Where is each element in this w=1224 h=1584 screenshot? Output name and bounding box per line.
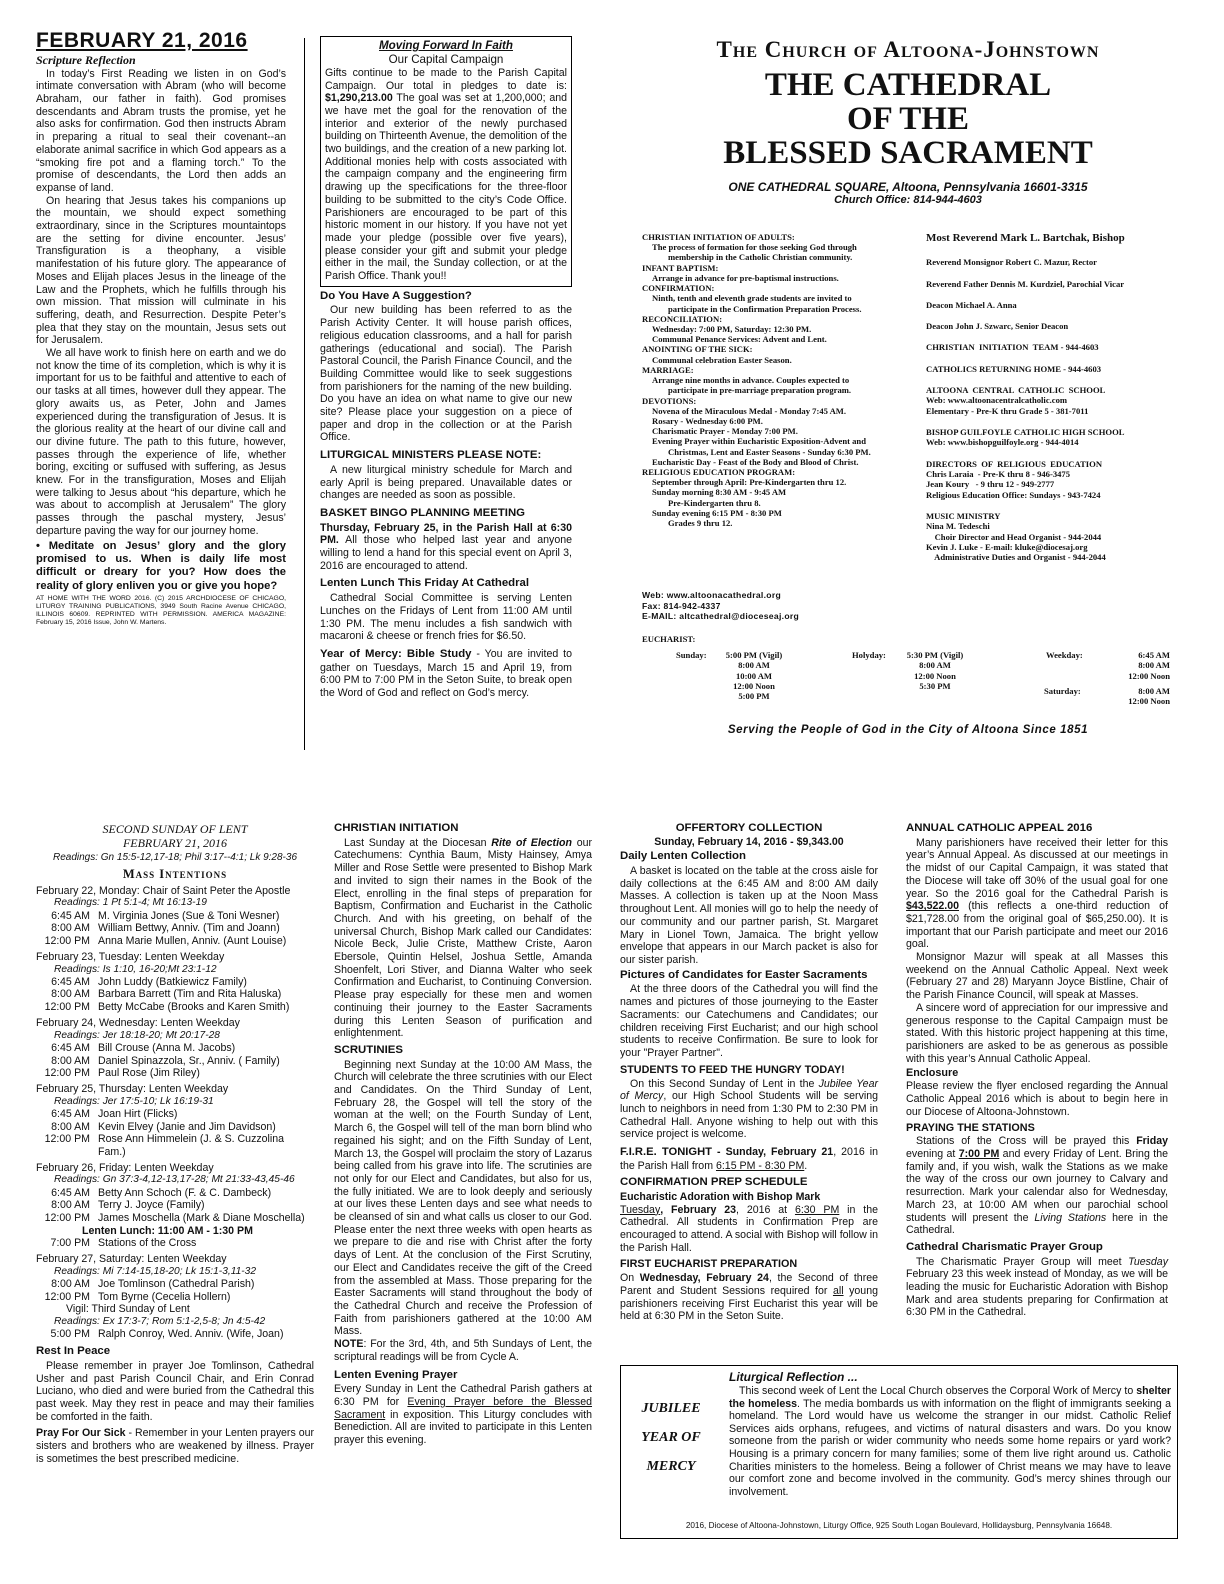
intention-name: Tom Byrne (Cecelia Hollern) [98,1290,231,1303]
stations-title: PRAYING THE STATIONS [906,1122,1035,1135]
liturgical-title: Liturgical Reflection ... [729,1370,858,1384]
directory-line: ALTOONA CENTRAL CATHOLIC SCHOOL [926,385,1106,396]
intention-readings: Readings: Gn 37:3-4,12-13,17-28; Mt 21:33-43,45-46 [54,1174,295,1186]
intention-name: Betty McCabe (Brooks and Karen Smith) [98,1001,290,1014]
mass-time: 12:00 Noon [1128,670,1170,681]
ci-text: Last Sunday at the Diocesan Rite of Election our Catechumens: Cynthia Baum, Misty Hainsey, Amya Miller and Rose Settle were presented to Bishop Mark and invited to sign their names in the Book of the Elect, enrolling in the final steps of preparation for Baptism, Confirmation and Eucharist in the Catholic Church. And with his greeting, on behalf of the universal Church, Bishop Mark called our Candidates: Nicole Beck, Julie Criste, Matthew Criste, Aaron Ebersole, Quintin Helsel, Joshua Settle, Amanda Shoenfelt, Lori Stiver, and Dianna Walter who seek Confirmation and Eucharist, to Continuing Conversion. Please pray especially for these men and women continuing their journey to the Easter Sacraments during this Lenten Season of purification and enlightenment. [334,836,593,1040]
directory-block [926,257,1216,267]
intention-row [36,1199,314,1212]
mass-time: 5:30 PM [919,680,951,691]
mass-time: 8:00 AM [1138,660,1170,671]
masthead [608,36,1208,207]
intention-time: 6:45 AM [51,1107,90,1120]
directory-line: Web: www.altoonacentralcatholic.com [926,395,1068,406]
ministers-title: LITURGICAL MINISTERS PLEASE NOTE: [320,449,542,462]
lent-readings: Readings: Gn 15:5-12,17-18; Phil 3:17--4:1; Lk 9:28-36 [52,851,298,863]
mass-intentions-title: Mass Intentions [122,866,228,881]
intention-time: 6:45 AM [51,1041,90,1054]
directory-block [926,300,1216,310]
lent-date: FEBRUARY 21, 2016 [122,836,228,851]
intention-time: 12:00 PM [44,1290,90,1303]
directory-line: The process of formation for those seeking God through [652,242,857,253]
scrutinies-text: Beginning next Sunday at the 10:00 AM Mass, the Church will celebrate the three scrutinies with our Elect and Candidates. On the Third Sunday of Lent, February 28, the Gospel will tell the story of the woman at the well; on the Fourth Sunday of Lent, March 6, the Gospel will tell of the man born blind who regained his sight; and on the Fifth Sunday of Lent, March 13, the Gospel will proclaim the story of Lazarus being called from his grave into life. The scrutinies are not only for our Elect and Candidates, but also for us, the fully initiated. We are to look deeply and seriously at our lives these Lenten days and see what needs to be cleansed of sin and what calls us closer to our God. Please enter the next three weeks with open hearts as we prepare to die and rise with Christ after the forty days of Lent. At the conclusion of the First Scrutiny, our Elect and Candidates receive the gift of the Creed from the assembled at Mass. Those preparing for the Easter Sacraments will stand throughout the body of the Cathedral Church and receive the Profession of Faith from parishioners gathered at the 10:00 AM Mass. [334,1058,592,1338]
directory-heading: CONFIRMATION: [642,283,715,294]
intention-name: Rose Ann Himmelein (J. & S. Cuzzolina Fam.) [98,1133,285,1158]
mass-time: 10:00 AM [735,670,773,681]
intention-day-title: February 22, Monday: Chair of Saint Peter the Apostle [36,884,291,897]
intention-time: 8:00 AM [51,988,90,1001]
scripture-column [36,28,286,627]
intention-row [36,1055,314,1068]
directory-line: Christmas, Lent and Easter Seasons - Sunday 6:30 PM. [668,446,871,457]
notices-column [320,36,572,700]
intention-name: Betty Ann Schoch (F. & C. Dambeck) [98,1186,272,1199]
intention-name: Kevin Elvey (Janie and Jim Davidson) [98,1120,276,1133]
intention-time: 12:00 PM [44,1067,90,1080]
directory-line: Arrange in advance for pre-baptismal instructions. [652,272,839,283]
appeal-title: ANNUAL CATHOLIC APPEAL 2016 [906,822,1093,834]
intention-name: Joe Tomlinson (Cathedral Parish) [98,1278,255,1291]
intention-name: William Bettwy, Anniv. (Tim and Joann) [98,922,280,935]
appeal-paragraph-3: A sincere word of appreciation for our impressive and generous response to the Capital Campaign must be stated. With this historic project happening at this time, parishioners are asked to be as generous as possible with this year’s Annual Catholic Appeal. [906,1001,1168,1065]
directory-line: Eucharistic Day - Feast of the Body and Blood of Christ. [652,456,859,467]
directory-line: Choir Director and Head Organist - 944-2044 [926,531,1102,542]
lent-title: SECOND SUNDAY OF LENT [102,822,248,836]
directory-line: Evening Prayer within Eucharistic Exposition-Advent and [652,436,866,447]
saturday-times [1094,686,1170,707]
directory-line: CHRISTIAN INITIATION TEAM - 944-4603 [926,342,1099,353]
intention-time: 8:00 AM [51,1120,90,1133]
directory-line: Sunday morning 8:30 AM - 9:45 AM [652,487,787,498]
intention-readings: Readings: 1 Pt 5:1-4; Mt 16:13-19 [54,897,207,909]
intention-row [36,910,314,923]
confirmation-subtitle: Eucharistic Adoration with Bishop Mark [620,1190,821,1203]
intention-day [36,1162,314,1250]
directory-line: Reverend Monsignor Robert C. Mazur, Rector [926,257,1097,268]
enclosure-title: Enclosure [906,1067,959,1080]
scripture-credit: AT HOME WITH THE WORD 2016. (C) 2015 ARCHDIOCESE OF CHICAGO, LITURGY TRAINING PUBLICATIONS, 3949 South Racine Avenue CHICAGO, ILLINOIS 60609. REPRINTED WITH PERMISSION. AMERICA MAGAZINE: February 15, 2016 Issue, John W. Martens. [36,595,286,626]
intention-row [36,1237,314,1250]
directory-line: BISHOP GUILFOYLE CATHOLIC HIGH SCHOOL [926,427,1125,437]
directory-line: Wednesday: 7:00 PM, Saturday: 12:30 PM. [652,323,812,334]
ci-title: CHRISTIAN INITIATION [334,822,459,834]
directory-line: Arrange nine months in advance. Couples expected to [652,375,850,386]
intention-time: 6:45 AM [51,1186,90,1199]
intention-row [36,1001,314,1014]
sunday-times [714,650,794,702]
evening-prayer-text: Every Sunday in Lent the Cathedral Parish gathers at 6:30 PM for Evening Prayer before the Blessed Sacrament in exposition. This Liturgy concludes with Benediction. All are invited to participate in this Lenten prayer this evening. [334,1383,593,1446]
intention-time: 6:45 AM [51,975,90,988]
directory-heading: ANOINTING OF THE SICK: [642,344,753,355]
address: ONE CATHEDRAL SQUARE, Altoona, Pennsylvania 16601-3315 [728,179,1088,194]
directory-line: participate in the Confirmation Preparation Process. [668,303,862,314]
charismatic-text: The Charismatic Prayer Group will meet Tuesday February 23 this week instead of Monday, as we will be leading the music for Eucharistic Adoration with Bishop Mark and area students preparing for Confirmation at 6:30 PM in the Cathedral. [906,1255,1168,1319]
intention-name: Terry J. Joyce (Family) [98,1199,205,1212]
liturgical-reflection-box [620,1365,1178,1539]
scrutinies-title: SCRUTINIES [334,1043,403,1056]
intention-row [36,1121,314,1134]
hungry-title: STUDENTS TO FEED THE HUNGRY TODAY! [620,1063,845,1076]
directory-line: Religious Education Office: Sundays - 943-7424 [926,489,1101,500]
suggestion-text: Our new building has been referred to as the Parish Activity Center. It will house parish offices, religious education classrooms, and a hall for parish gatherings (educational and social). The Parish Pastoral Council, the Parish Finance Council, and the Building Committee would like to seek suggestions from parishioners for the naming of the new building. Do you have an idea on what name to give our new site? Please place your suggestion on a piece of paper and drop in the collection or at the Parish Office. [320,304,572,444]
intention-day-title: February 26, Friday: Lenten Weekday [36,1161,214,1174]
directory-line: Rosary - Wednesday 6:00 PM. [652,415,763,426]
fax-number: Fax: 814-942-4337 [642,600,721,611]
directory-heading: INFANT BAPTISM: [642,262,719,273]
office-phone: Church Office: 814-944-4603 [834,193,982,206]
directory-line: CATHOLICS RETURNING HOME - 944-4603 [926,363,1102,374]
rest-title: Rest In Peace [36,1345,111,1358]
directory-line: DIRECTORS OF RELIGIOUS EDUCATION [926,458,1103,469]
directory-line: Nina M. Tedeschi [926,521,990,532]
first-eucharist-title: FIRST EUCHARIST PREPARATION [620,1258,798,1271]
directory-line: Deacon John J. Szwarc, Senior Deacon [926,321,1069,332]
intention-row [36,1108,314,1121]
mass-time: 5:00 PM (Vigil) [725,650,783,660]
intention-time: 8:00 AM [51,1054,90,1067]
intention-row [36,988,314,1001]
directory-line: Reverend Father Dennis M. Kurdziel, Parochial Vicar [926,278,1125,289]
vigil-title: Vigil: Third Sunday of Lent [66,1303,190,1316]
date-heading: FEBRUARY 21, 2016 [36,29,248,52]
intention-row [36,1187,314,1200]
charismatic-title: Cathedral Charismatic Prayer Group [906,1240,1103,1253]
scripture-title: Scripture Reflection [36,53,136,68]
pictures-title: Pictures of Candidates for Easter Sacraments [620,968,868,981]
scripture-paragraph-1: In today’s First Reading we listen in on God’s intimate conversation with Abram (who will become Abraham, our father in faith). God promises descendants and Abram trusts the promise, yet he also asks for confirmation. God then instructs Abram in preparing a ritual to seal their covenant--an elaborate animal sacrifice in which God appears as a “smoking fire pot and a flaming torch.” To the promise of descendants, the Lord then adds an expanse of land. [36,67,286,194]
intention-time: 8:00 AM [51,1199,90,1212]
directory-line: Ninth, tenth and eleventh grade students are invited to [652,293,852,304]
intention-row [36,1278,314,1291]
directory-line: Kevin J. Luke - E-mail: kluke@diocesaj.org [926,541,1088,552]
fire-text: F.I.R.E. TONIGHT - Sunday, February 21, 2016 in the Parish Hall from 6:15 PM - 8:30 PM. [620,1146,878,1172]
confirmation-title: CONFIRMATION PREP SCHEDULE [620,1176,808,1189]
mass-time: 6:45 AM [1138,650,1170,660]
intention-day-title: February 23, Tuesday: Lenten Weekday [36,950,225,963]
contact-info [642,590,912,622]
intention-name: James Moschella (Mark & Diane Moschella) [98,1212,305,1225]
intention-row [36,1042,314,1055]
directory-line: Elementary - Pre-K thru Grade 5 - 381-7011 [926,405,1089,416]
sick-text: Pray For Our Sick - Remember in your Lenten prayers our sisters and brothers who are weakened by illness. Prayer is sometimes the best prescribed medicine. [36,1427,315,1465]
intention-time: 5:00 PM [50,1328,90,1341]
directory-heading: RECONCILIATION: [642,313,723,324]
intention-day [36,1083,314,1159]
mass-time: 8:00 AM [919,660,951,671]
mass-time: 5:00 PM [738,691,770,702]
directory-line: Deacon Michael A. Anna [926,299,1017,310]
saturday-label: Saturday: [1044,686,1081,696]
directory-line: MUSIC MINISTRY [926,510,1001,521]
mass-intentions-list [36,885,314,1341]
intention-time: 8:00 AM [51,1278,90,1291]
intention-day [36,1017,314,1080]
initiation-column [334,822,592,1447]
intention-readings: Readings: Mi 7:14-15,18-20; Lk 15:1-3,11-32 [54,1265,256,1277]
directory-line: Sunday evening 6:15 PM - 8:30 PM [652,507,782,518]
intention-time: 12:00 PM [44,1001,90,1014]
intention-row [36,1067,314,1080]
appeal-paragraph-2: Monsignor Mazur will speak at all Masses this weekend on the Annual Catholic Appeal. Next week (February 27 and 28) Maryann Joyce Bistline, Chair of the Parish Finance Council, will speak at Masses. [906,951,1168,1002]
lenten-lunch-title: Lenten Lunch This Friday At Cathedral [320,577,530,590]
scrutinies-note: NOTE: For the 3rd, 4th, and 5th Sundays of Lent, the scriptural readings will be from Cycle A. [334,1338,592,1363]
appeal-paragraph-1: Many parishioners have received their letter for this year’s Annual Appeal. As discussed at our meetings in the midst of our Capital Campaign, it was stated that the Diocese will take off 30% of the usual goal for one year. So the 2016 goal for the Cathedral Parish is $43,522.00 (this reflects a one-third reduction of $21,728.00 from the original goal of $65,250.00). It is important that our Parish participate and meet our 2016 goal. [906,836,1168,951]
directory-line: Novena of the Miraculous Medal - Monday 7:45 AM. [652,405,847,416]
capital-text: Gifts continue to be made to the Parish Capital Campaign. Our total in pledges to date is: $1,290,213.00 The goal was set at 1,200,000; and we have met the goal for the renovation of the interior and exterior of the newly purchased building on Thirteenth Avenue, the demolition of the two buildings, and the creation of a new parking lot. Additional monies help with costs associated with the campaign company and the engineering firm drawing up the specifications for the three-floor building to be submitted to the city’s Code Office. Parishioners are encouraged to be part of this historic moment in our history. If you have not yet made your pledge (possible over five years), please consider your gift and submit your pledge either in the mail, the Sunday collection, or at the Parish Office. Thank you!! [325,66,567,283]
collections-column [620,822,878,1323]
directory-line: membership in the Catholic Christian community. [668,252,853,263]
capital-subtitle: Our Capital Campaign [388,52,504,66]
weekday-times [1094,650,1170,681]
intention-name: Joan Hirt (Flicks) [98,1107,178,1120]
sunday-label: Sunday: [676,650,707,660]
cathedral-name: THE CATHEDRAL OF THE BLESSED SACRAMENT [723,66,1093,171]
staff-directory [926,232,1216,573]
intention-row [36,922,314,935]
directory-block [926,459,1216,500]
daily-lenten-title: Daily Lenten Collection [620,850,746,863]
scripture-paragraph-2: On hearing that Jesus takes his companions up the mountain, we should expect something extraordinary, since in the Scriptures mountaintops are the setting for divine encounter. Jesus’ Transfiguration is a theophany, a visible manifestation of his future glory. The appearance of Moses and Elijah places Jesus in the lineage of the Law and the Prophets, which he fulfills through his own mission. That mission will culminate in his suffering, death, and Resurrection. Despite Peter’s plea that they stay on the mountain, Jesus sets out for Jerusalem. [36,194,286,347]
directory-line: Communal celebration Easter Season. [652,354,792,365]
directory-block [926,427,1216,448]
weekday-label: Weekday: [1046,650,1083,660]
mass-time: 12:00 Noon [733,680,775,691]
lenten-lunch-note: Lenten Lunch: 11:00 AM - 1:30 PM [82,1224,253,1237]
hungry-text: On this Second Sunday of Lent in the Jubilee Year of Mercy, our High School Students will be serving lunch to neighbors in need from 1:30 PM to 2:30 PM in Cathedral Hall. Anyone wishing to help out with this service project is welcome. [620,1077,878,1141]
intention-row [36,1212,314,1225]
mass-intentions-column [36,822,314,1465]
appeal-column [906,822,1168,1319]
column-divider-top [304,38,305,750]
intention-row [36,1328,314,1341]
directory-heading: DEVOTIONS: [642,395,697,406]
directory-line: Administrative Duties and Organist - 944-2044 [926,552,1106,563]
directory-line: September through April: Pre-Kindergarten thru 12. [652,477,847,488]
meditate-question: • Meditate on Jesus’ glory and the glory promised to us. When is daily life most difficult or dreary for you? How does the reality of glory enliven you or give you hope? [36,539,286,592]
mass-time: 12:00 Noon [914,670,956,681]
pictures-text: At the three doors of the Cathedral you will find the names and pictures of those journeying to the Easter Sacraments: our Catechumens and Candidates; our children receiving First Eucharist; and our high school students to receive Confirmation. Be sure to look for your "Prayer Partner". [620,983,878,1059]
intention-time: 8:00 AM [51,922,90,935]
intention-readings: Readings: Jer 18:18-20; Mt 20:17-28 [54,1029,220,1041]
directory-block [926,364,1216,374]
liturgical-footer: 2016, Diocese of Altoona-Johnstown, Liturgy Office, 925 South Logan Boulevard, Hollidaysburg, Pennsylvania 16648. [685,1521,1113,1530]
intention-name: M. Virginia Jones (Sue & Toni Wesner) [98,909,280,922]
directory-line: Charismatic Prayer - Monday 7:00 PM. [652,426,798,437]
intention-time: 12:00 PM [44,1133,90,1146]
intention-name: Bill Crouse (Anna M. Jacobs) [98,1041,236,1054]
intention-name: Daniel Spinazzola, Sr., Anniv. ( Family) [98,1054,280,1067]
directory-block [926,511,1216,563]
directory-line: Web: www.bishopguilfoyle.org - 944-4014 [926,437,1079,448]
intention-name: Anna Marie Mullen, Anniv. (Aunt Louise) [98,935,287,948]
intention-name: Stations of the Cross [98,1237,197,1250]
rest-text: Please remember in prayer Joe Tomlinson, Cathedral Usher and past Parish Council Chair, and Erin Conrad Luciano, who died and were buried from the Cathedral this past week. May they rest in peace and may their families be comforted in the faith. [36,1359,314,1423]
holyday-label: Holyday: [852,650,886,660]
intention-row [36,976,314,989]
eucharist-label: EUCHARIST: [642,634,696,644]
stations-text: Stations of the Cross will be prayed this Friday evening at 7:00 PM and every Friday of Lent. Bring the family and, if you wish, walk the Stations as we make the way of the cross our own journey to Calvary and resurrection. Mark your calendar also for Wednesday, March 23, at 10:00 AM when our parochial school students will present the Living Stations here in the Cathedral. [906,1135,1168,1237]
intention-row [36,935,314,948]
jubilee-year-label: JUBILEE YEAR OF MERCY [641,1401,701,1474]
offertory-amount: Sunday, February 14, 2016 - $9,343.00 [654,835,844,848]
liturgical-text: This second week of Lent the Local Church observes the Corporal Work of Mercy to shelter the homeless. The media bombards us with information on the flight of immigrants seeking a homeland. The Lord would have us welcome the stranger in our midst. Catholic Relief Services aids orphans, refugees, and victims of natural disasters and wars. Do you know someone from the parish or wider community who needs some home repairs or yard work? Housing is a primary concern for many families; some of them live right around us. Catholic Charities ministers to the homeless. Being a follower of Christ means we may have to leave our comfort zone and become involved in the community. God’s mercy shines through our involvement. [729,1385,1171,1498]
lenten-lunch-text: Cathedral Social Committee is serving Lenten Lunches on the Fridays of Lent from 11:00 AM until 1:30 PM. The menu includes a fish sandwich with macaroni & cheese or french fries for $6.50. [320,592,572,643]
intention-readings: Readings: Is 1:10, 16-20;Mt 23:1-12 [54,963,217,975]
scripture-paragraph-3: We all have work to finish here on earth and we do not know the time of its completion, which is why it is important for us to be faithful and attentive to each of our tasks at all times, however dull they appear. The glory awaits us, as Peter, John and James experienced during the transfiguration of Jesus. It is the glorious reality at the heart of our divine call and our divine future. The path to this future, however, passes through the experience of life, whether boring, exciting or suffused with suffering, as Jesus knew. For in the transfiguration, Moses and Elijah were talking to Jesus about “his departure, which he was about to accomplish at Jerusalem” The glory passes through the paschal mystery, Jesus’ departure paving the way for our journey home. [36,347,286,537]
offertory-title: OFFERTORY COLLECTION [675,822,823,834]
evening-prayer-title: Lenten Evening Prayer [334,1368,458,1381]
mass-time: 12:00 Noon [1128,696,1170,707]
intention-time: 12:00 PM [44,935,90,948]
directory-block [926,342,1216,352]
intention-name: John Luddy (Batkiewicz Family) [98,975,247,988]
suggestion-title: Do You Have A Suggestion? [320,289,472,302]
bingo-text: Thursday, February 25, in the Parish Hall at 6:30 PM. All those who helped last year and anyone willing to lend a hand for this special event on April 3, 2016 are encouraged to attend. [320,521,572,572]
directory-line: Jean Koury - 9 thru 12 - 949-2777 [926,479,1055,490]
capital-title: Moving Forward In Faith [379,39,513,52]
mass-time: 8:00 AM [738,660,770,671]
directory-line: Chris Laraia - Pre-K thru 8 - 946-3475 [926,468,1071,479]
directory-block [926,385,1216,416]
serving-tagline: Serving the People of God in the City of Altoona Since 1851 [727,724,1089,736]
intention-row [36,1291,314,1304]
intention-name: Ralph Conroy, Wed. Anniv. (Wife, Joan) [98,1328,284,1341]
mass-time: 5:30 PM (Vigil) [906,650,964,660]
intention-day [36,885,314,948]
mass-time: 8:00 AM [1138,686,1170,696]
ministers-text: A new liturgical ministry schedule for March and early April is being prepared. Unavailable dates or changes are needed as soon as possible. [320,463,572,502]
directory-line: Communal Penance Services: Advent and Lent. [652,334,827,345]
intention-name: Paul Rose (Jim Riley) [98,1067,200,1080]
intention-name: Barbara Barrett (Tim and Rita Haluska) [98,988,282,1001]
bingo-title: BASKET BINGO PLANNING MEETING [320,506,526,519]
mass-schedule [642,634,1202,714]
capital-campaign-box [320,36,572,287]
daily-lenten-text: A basket is located on the table at the cross aisle for daily collections at the 6:45 AM and 8:00 AM daily Masses. A collection is taken up at the Noon Mass throughout Lent. All monies will go to help the needy of our community and our partner parish, St. Margaret Mary in Lionel Town, Jamaica. The bright yellow envelope that appears in our March packet is also for our sister parish. [620,865,878,966]
intention-day [36,951,314,1014]
intention-day-title: February 27, Saturday: Lenten Weekday [36,1253,227,1266]
intention-day-title: February 25, Thursday: Lenten Weekday [36,1082,229,1095]
directory-heading: CHRISTIAN INITIATION OF ADULTS: [642,232,795,242]
vigil-readings: Readings: Ex 17:3-7; Rom 5:1-2,5-8; Jn 4:5-42 [54,1316,266,1328]
holyday-times [892,650,978,691]
directory-line: participate in pre-marriage preparation program. [668,385,852,396]
directory-heading: MARRIAGE: [642,364,694,375]
intention-time: 6:45 AM [51,909,90,922]
intention-day [36,1253,314,1341]
directory-line: Pre-Kindergarten thru 8. [668,497,761,508]
sacraments-directory [642,232,912,528]
email-link[interactable]: E-MAIL: altcathedral@dioceseaj.org [642,611,800,622]
directory-line: Grades 9 thru 12. [668,518,733,529]
intention-readings: Readings: Jer 17:5-10; Lk 16:19-31 [54,1095,214,1107]
mercy-study: Year of Mercy: Bible Study - You are invited to gather on Tuesdays, March 15 and April 19, from 6:00 PM to 7:00 PM in the Seton Suite, to break open the Word of God and reflect on God’s mercy. [320,647,572,700]
intention-row [36,1133,314,1158]
capital-amount: $1,290,213.00 [325,92,393,105]
confirmation-text: Tuesday, February 23, 2016 at 6:30 PM in the Cathedral. All students in Confirmation Prep are encouraged to attend. A social with Bishop will follow in the Parish Hall. [620,1203,879,1254]
first-eucharist-text: On Wednesday, February 24, the Second of three Parent and Student Sessions required for all young parishioners receiving First Eucharist this year will be held at 6:30 PM in the Seton Suite. [620,1272,879,1323]
website-link[interactable]: Web: www.altoonacathedral.org [642,590,782,600]
intention-time: 12:00 PM [44,1212,90,1225]
directory-heading: RELIGIOUS EDUCATION PROGRAM: [642,467,796,478]
bishop-name: Most Reverend Mark L. Bartchak, Bishop [926,232,1125,244]
church-name: The Church of Altoona-Johnstown [716,37,1100,62]
enclosure-text: Please review the flyer enclosed regarding the Annual Catholic Appeal 2016 which is about to begin here in our Diocese of Altoona-Johnstown. [906,1080,1168,1118]
intention-time: 7:00 PM [50,1237,90,1250]
directory-block [926,279,1216,289]
intention-day-title: February 24, Wednesday: Lenten Weekday [36,1016,240,1029]
directory-block [926,321,1216,331]
